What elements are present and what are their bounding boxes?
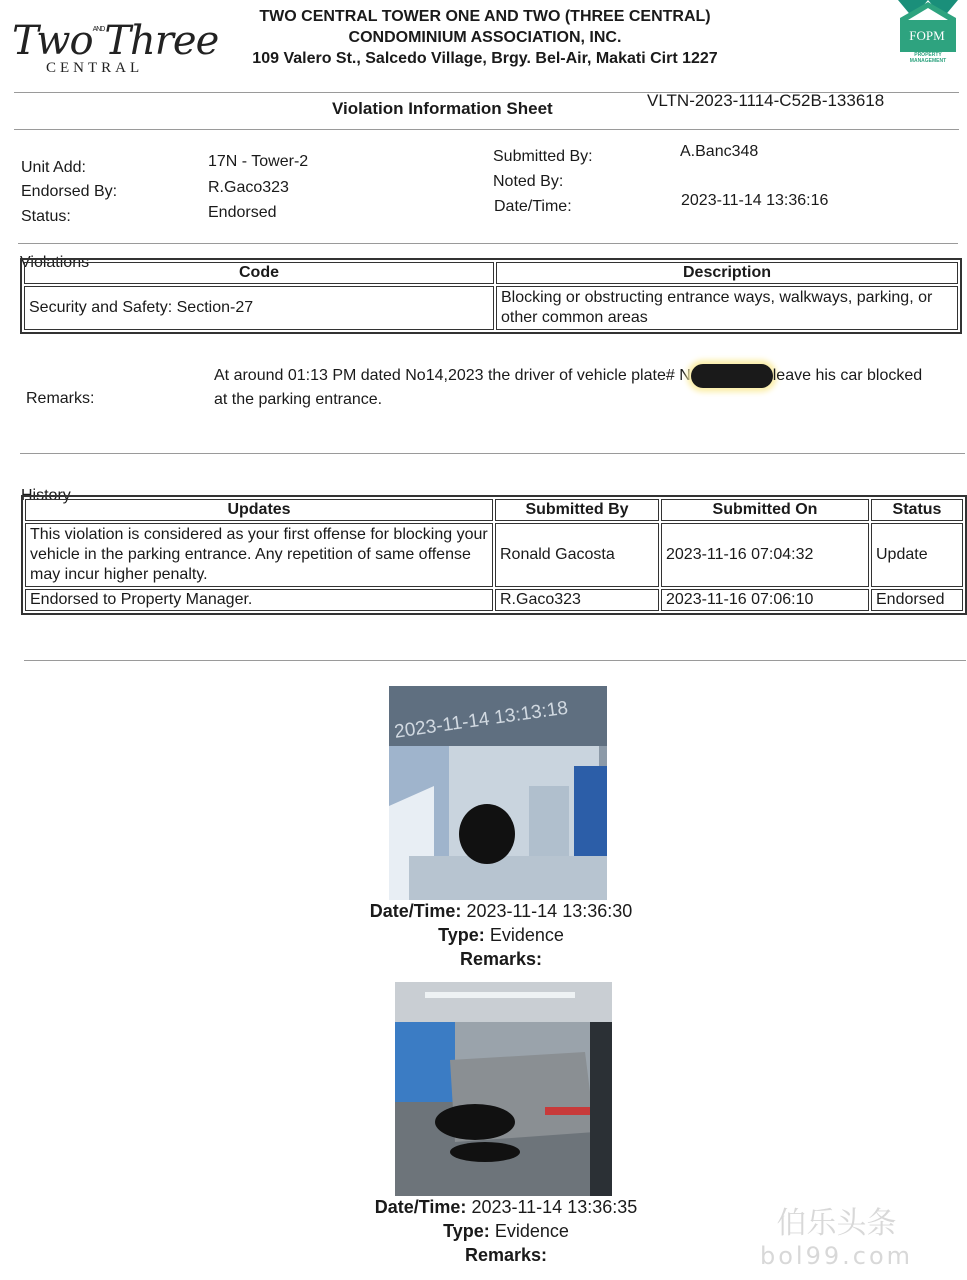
- fopm-logo: [898, 0, 958, 66]
- column-header-updates: Updates: [25, 499, 493, 521]
- divider: [18, 243, 958, 244]
- evidence-caption: [301, 899, 701, 971]
- evidence-caption: [306, 1195, 706, 1267]
- column-header-description: Description: [496, 262, 958, 284]
- history-section-label: History: [21, 487, 71, 504]
- violations-section-label: Violations: [20, 254, 90, 271]
- divider: [24, 660, 966, 661]
- datetime-value: 2023-11-14 13:36:16: [681, 192, 829, 209]
- logo-word-two: Two: [12, 18, 93, 64]
- evidence-remarks-label: Remarks:: [459, 949, 543, 969]
- photo-timestamp-overlay: 2023-11-14 13:13:18: [393, 697, 570, 743]
- table-header-row: [24, 262, 958, 284]
- column-header-code: Code: [24, 262, 494, 284]
- watermark-line2: bol99.com: [760, 1242, 914, 1270]
- table-header-row: [25, 499, 963, 521]
- reference-number: VLTN-2023-1114-C52B-133618: [647, 91, 885, 110]
- evidence-datetime-value: 2023-11-14 13:36:35: [471, 1197, 638, 1217]
- remarks-text-after: leave his car blocked: [772, 367, 923, 385]
- org-name-line1: TWO CENTRAL TOWER ONE AND TWO (THREE CENTRAL): [259, 8, 711, 25]
- violations-table: [20, 258, 962, 334]
- history-status: Endorsed: [871, 589, 963, 611]
- watermark-line1: 伯乐头条: [776, 1206, 897, 1241]
- history-status: Update: [871, 523, 963, 587]
- evidence-photo: [395, 982, 612, 1196]
- remarks-text: [214, 364, 964, 412]
- endorsed-by-label: Endorsed By:: [21, 183, 118, 200]
- logo-central: CENTRAL: [46, 60, 144, 76]
- evidence-datetime-label: Date/Time:: [374, 1197, 467, 1217]
- noted-by-label: Noted By:: [493, 173, 564, 190]
- unit-label: Unit Add:: [21, 159, 86, 176]
- table-row: [24, 286, 958, 330]
- fopm-text: FOPM: [909, 28, 945, 43]
- logo-and: AND: [92, 26, 105, 33]
- history-submitted-on: 2023-11-16 07:04:32: [661, 523, 869, 587]
- evidence-photo: [389, 686, 607, 900]
- history-table: [21, 495, 967, 615]
- submitted-by-label: Submitted By:: [493, 148, 593, 165]
- sheet-title: Violation Information Sheet: [332, 99, 553, 118]
- remarks-text-before: At around 01:13 PM dated No14,2023 the driver of vehicle plate# N: [214, 367, 691, 385]
- logo: [12, 18, 219, 80]
- evidence-type-value: Evidence: [489, 925, 564, 945]
- table-row: [25, 589, 963, 611]
- org-name-line2: CONDOMINIUM ASSOCIATION, INC.: [348, 29, 622, 46]
- fopm-sub1: PROPERTY: [914, 52, 942, 58]
- evidence-type-value: Evidence: [494, 1221, 569, 1241]
- evidence-type-label: Type:: [443, 1221, 490, 1241]
- endorsed-by-value: R.Gaco323: [208, 179, 289, 196]
- column-header-status: Status: [871, 499, 963, 521]
- evidence-type-label: Type:: [438, 925, 485, 945]
- fopm-sub2: MANAGEMENT: [909, 58, 947, 64]
- org-address: 109 Valero St., Salcedo Village, Brgy. Bel-Air, Makati Cirt 1227: [252, 50, 718, 67]
- violation-description: Blocking or obstructing entrance ways, walkways, parking, or other common areas: [496, 286, 958, 330]
- divider: [20, 453, 965, 454]
- history-update-text: This violation is considered as your first offense for blocking your vehicle in the parking entrance. Any repetition of same offense may incur higher penalty.: [25, 523, 493, 587]
- violation-code: Security and Safety: Section-27: [24, 286, 494, 330]
- table-row: [25, 523, 963, 587]
- watermark: [760, 1208, 913, 1272]
- unit-value: 17N - Tower-2: [208, 153, 309, 170]
- history-submitted-by: Ronald Gacosta: [495, 523, 659, 587]
- evidence-datetime-label: Date/Time:: [369, 901, 462, 921]
- status-value: Endorsed: [208, 204, 277, 221]
- logo-word-three: Three: [104, 18, 219, 64]
- datetime-label: Date/Time:: [494, 198, 572, 215]
- column-header-submitted-by: Submitted By: [495, 499, 659, 521]
- history-submitted-by: R.Gaco323: [495, 589, 659, 611]
- remarks-text-line2: at the parking entrance.: [214, 391, 383, 409]
- evidence-remarks-label: Remarks:: [464, 1245, 548, 1265]
- column-header-submitted-on: Submitted On: [661, 499, 869, 521]
- history-submitted-on: 2023-11-16 07:06:10: [661, 589, 869, 611]
- divider: [14, 129, 959, 130]
- submitted-by-value: A.Banc348: [680, 143, 759, 160]
- evidence-datetime-value: 2023-11-14 13:36:30: [466, 901, 633, 921]
- redaction-mark: [691, 364, 773, 388]
- org-header: [225, 6, 745, 69]
- remarks-label: Remarks:: [26, 390, 95, 407]
- history-update-text: Endorsed to Property Manager.: [25, 589, 493, 611]
- status-label: Status:: [21, 208, 71, 225]
